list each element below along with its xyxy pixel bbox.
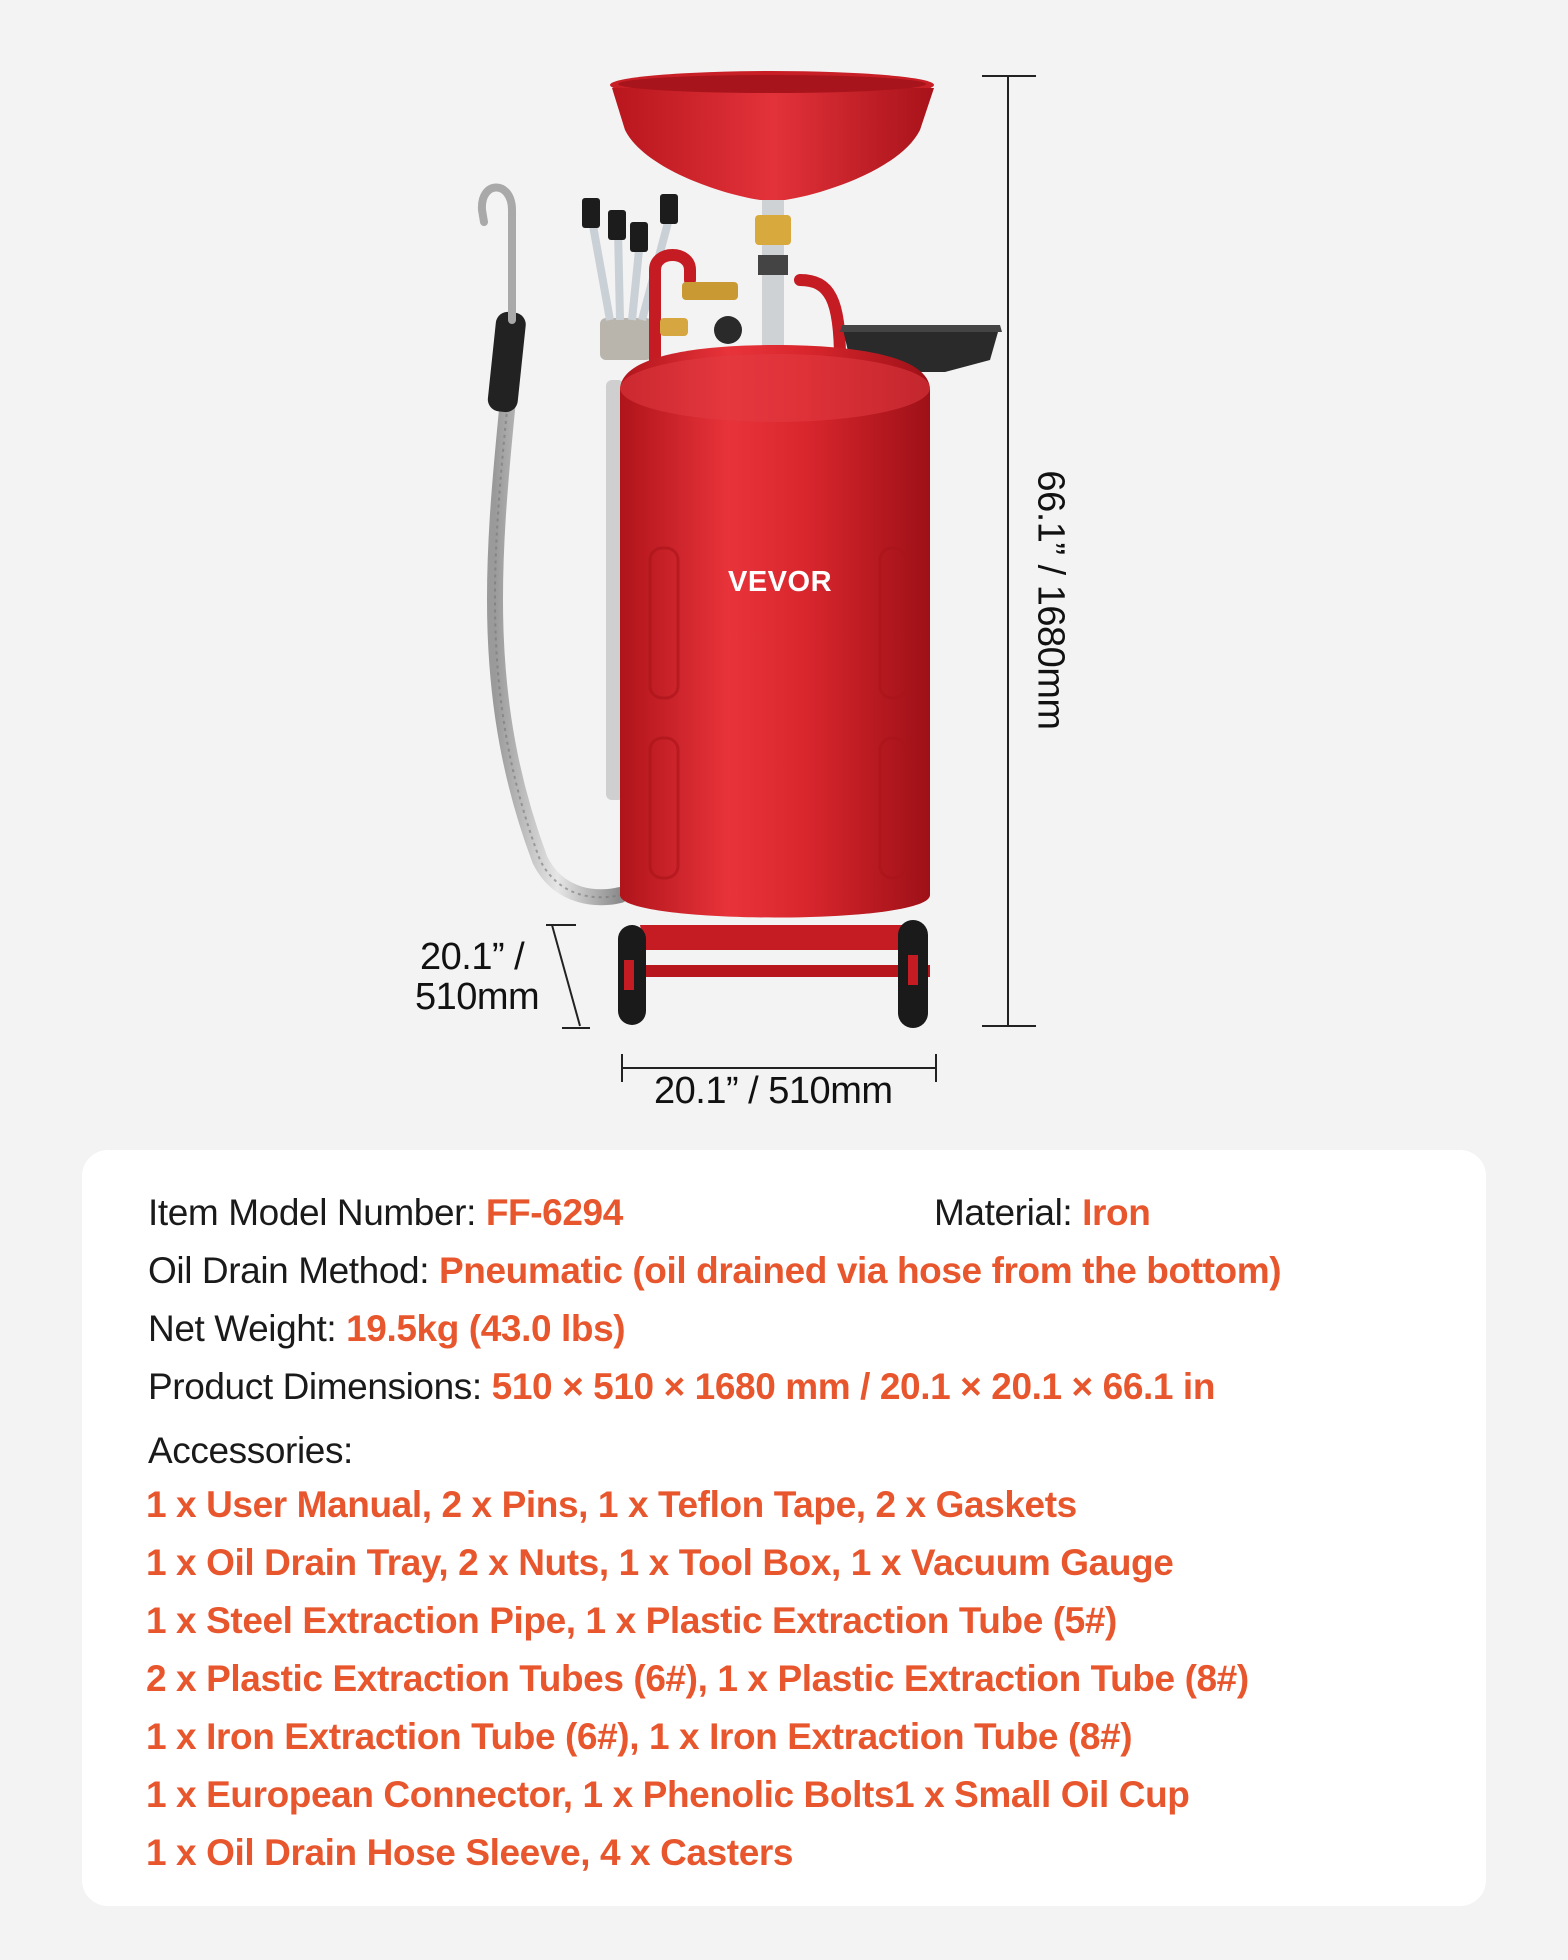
drain-method-value: Pneumatic (oil drained via hose from the bottom) [438,1250,1282,1291]
net-weight-value: 19.5kg (43.0 lbs) [346,1308,626,1349]
material-value: Iron [1082,1192,1151,1233]
tube-holder [600,318,652,360]
model-number-row [148,1192,623,1234]
net-weight-row [148,1308,625,1350]
drain-hose [495,400,620,897]
depth-dimension-label-line1: 20.1” / [420,936,525,978]
accessory-line: 2 x Plastic Extraction Tubes (6#), 1 x Plastic Extraction Tube (8#) [146,1658,1249,1699]
product-dimensions-value: 510 × 510 × 1680 mm / 20.1 × 20.1 × 66.1 in [491,1366,1216,1407]
hose-grip [487,311,527,414]
specifications-card [82,1150,1486,1906]
drain-method-row [148,1250,1281,1292]
material-row [934,1192,1150,1234]
material-label: Material: [934,1192,1073,1233]
accessory-line: 1 x European Connector, 1 x Phenolic Bolts1 x Small Oil Cup [146,1774,1190,1815]
net-weight-label: Net Weight: [148,1308,337,1349]
brand-logo: VEVOR [728,566,833,598]
tank [620,345,930,918]
hook-icon [482,188,512,321]
base-frame [640,925,910,950]
drain-method-label: Oil Drain Method: [148,1250,430,1291]
accessory-line: 1 x Oil Drain Hose Sleeve, 4 x Casters [146,1832,794,1873]
model-number-label: Item Model Number: [148,1192,476,1233]
funnel [612,88,934,200]
brass-valve [755,215,791,245]
handle [655,255,840,360]
width-dimension-label: 20.1” / 510mm [654,1070,893,1112]
model-number-value: FF-6294 [485,1192,623,1233]
accessory-line: 1 x User Manual, 2 x Pins, 1 x Teflon Tape, 2 x Gaskets [146,1484,1077,1525]
accessories-label: Accessories: [148,1430,353,1471]
height-dimension-label: 66.1” / 1680mm [1029,470,1072,730]
accessory-line: 1 x Oil Drain Tray, 2 x Nuts, 1 x Tool Box, 1 x Vacuum Gauge [146,1542,1174,1583]
depth-dimension-label-line2: 510mm [415,976,540,1018]
vacuum-gauge [714,316,742,344]
accessory-line: 1 x Steel Extraction Pipe, 1 x Plastic Extraction Tube (5#) [146,1600,1117,1641]
accessory-line: 1 x Iron Extraction Tube (6#), 1 x Iron Extraction Tube (8#) [146,1716,1133,1757]
product-dimensions-label: Product Dimensions: [148,1366,482,1407]
product-dimensions-row [148,1366,1215,1408]
